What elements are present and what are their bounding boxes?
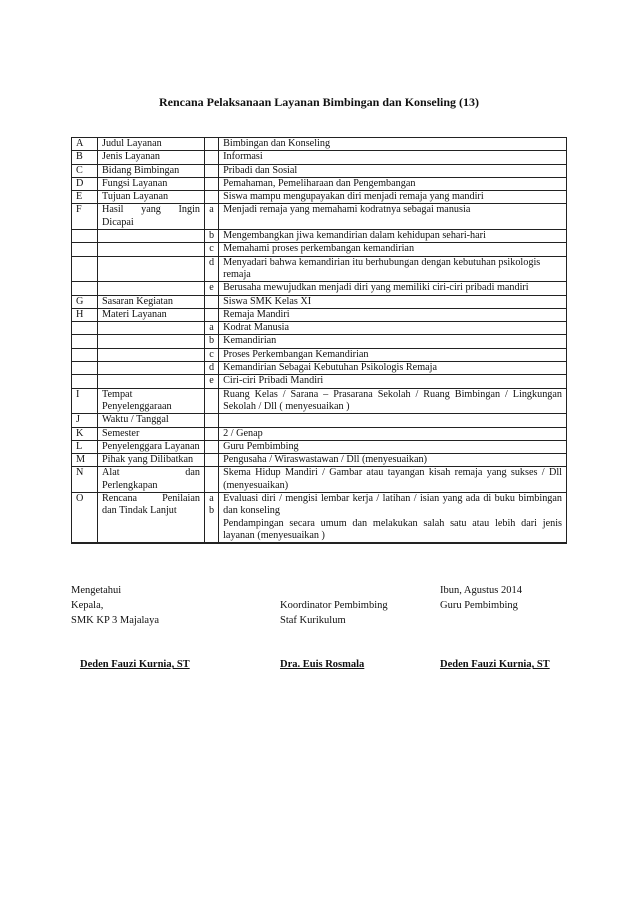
sub-letter: e (205, 282, 219, 295)
row-label: Bidang Bimbingan (98, 164, 205, 177)
table-row (72, 138, 567, 151)
row-code: D (72, 177, 98, 190)
row-code: G (72, 295, 98, 308)
table-row (72, 348, 567, 361)
row-value: Pendampingan secara umum dan melakukan salah satu atau lebih dari jenis layanan (menyesuaikan ) (223, 517, 562, 541)
table-row (72, 256, 567, 282)
row-value: Berusaha mewujudkan menjadi diri yang memiliki ciri-ciri pribadi mandiri (219, 282, 567, 295)
row-code: K (72, 427, 98, 440)
row-value: Memahami proses perkembangan kemandirian (219, 243, 567, 256)
row-label: Judul Layanan (98, 138, 205, 151)
table-row (72, 493, 567, 544)
row-value: Siswa SMK Kelas XI (219, 295, 567, 308)
signature-right: Ibun, Agustus 2014 Guru Pembimbing (440, 585, 522, 611)
table-row (72, 151, 567, 164)
table-row (72, 243, 567, 256)
table-row (72, 335, 567, 348)
row-label: Jenis Layanan (98, 151, 205, 164)
row-value: Mengembangkan jiwa kemandirian dalam kehidupan sehari-hari (219, 230, 567, 243)
document-title: Rencana Pelaksanaan Layanan Bimbingan dan Konseling (13) (158, 95, 480, 109)
row-code: A (72, 138, 98, 151)
sub-letter: c (205, 348, 219, 361)
table-row (72, 164, 567, 177)
row-label: Tempat Penyelenggaraan (98, 388, 205, 414)
table-row (72, 427, 567, 440)
table-row (72, 230, 567, 243)
row-code: F (72, 204, 98, 230)
table-row (72, 204, 567, 230)
row-value: Pengusaha / Wiraswastawan / Dll (menyesuaikan) (219, 454, 567, 467)
signatory-name-left: Deden Fauzi Kurnia, ST (80, 659, 190, 670)
table-row (72, 388, 567, 414)
signature-left: Mengetahui Kepala, SMK KP 3 Majalaya (71, 585, 159, 626)
row-label: Fungsi Layanan (98, 177, 205, 190)
row-value: Skema Hidup Mandiri / Gambar atau tayangan kisah remaja yang sukses / Dll (menyesuaikan) (219, 467, 567, 493)
row-value: Menjadi remaja yang memahami kodratnya sebagai manusia (219, 204, 567, 230)
row-value: Kodrat Manusia (219, 322, 567, 335)
sub-letter: a (205, 322, 219, 335)
row-value: Pribadi dan Sosial (219, 164, 567, 177)
sub-letter: e (205, 375, 219, 388)
row-value: Menyadari bahwa kemandirian itu berhubungan dengan kebutuhan psikologis remaja (219, 256, 567, 282)
row-label: Materi Layanan (98, 308, 205, 321)
row-value: Kemandirian Sebagai Kebutuhan Psikologis Remaja (219, 362, 567, 375)
table-row (72, 414, 567, 427)
row-value: Guru Pembimbing (219, 440, 567, 453)
sub-letter: c (205, 243, 219, 256)
plan-table (71, 137, 567, 544)
row-label: Sasaran Kegiatan (98, 295, 205, 308)
sub-letter: d (205, 256, 219, 282)
row-code: J (72, 414, 98, 427)
row-code: C (72, 164, 98, 177)
row-value: Evaluasi diri / mengisi lembar kerja / latihan / isian yang ada di buku bimbingan dan konseling (223, 493, 562, 517)
row-value: Pemahaman, Pemeliharaan dan Pengembangan (219, 177, 567, 190)
row-value: Bimbingan dan Konseling (219, 138, 567, 151)
row-label: Hasil yang Ingin Dicapai (98, 204, 205, 230)
row-value: Siswa mampu mengupayakan diri menjadi remaja yang mandiri (219, 191, 567, 204)
table-row (72, 467, 567, 493)
row-label: Pihak yang Dilibatkan (98, 454, 205, 467)
row-value: Kemandirian (219, 335, 567, 348)
sub-letter: b (205, 335, 219, 348)
row-code: L (72, 440, 98, 453)
row-label: Penyelenggara Layanan (98, 440, 205, 453)
row-value: 2 / Genap (219, 427, 567, 440)
sub-letter: b (205, 230, 219, 243)
sub-letter: a (209, 493, 214, 505)
row-code: M (72, 454, 98, 467)
table-row (72, 440, 567, 453)
table-row (72, 322, 567, 335)
row-value: Informasi (219, 151, 567, 164)
table-row (72, 375, 567, 388)
row-label: Alat dan Perlengkapan (98, 467, 205, 493)
table-row (72, 362, 567, 375)
table-row (72, 295, 567, 308)
row-label: Waktu / Tanggal (98, 414, 205, 427)
sub-letter: a (205, 204, 219, 230)
sub-letter: d (205, 362, 219, 375)
table-row (72, 308, 567, 321)
row-value: Proses Perkembangan Kemandirian (219, 348, 567, 361)
table-row (72, 454, 567, 467)
sub-letter: b (209, 505, 215, 517)
signature-middle: Koordinator Pembimbing Staf Kurikulum (280, 600, 388, 626)
table-row (72, 191, 567, 204)
signatory-name-middle: Dra. Euis Rosmala (280, 659, 365, 670)
table-row (72, 282, 567, 295)
row-label: Tujuan Layanan (98, 191, 205, 204)
table-row (72, 177, 567, 190)
row-code: H (72, 308, 98, 321)
signatory-name-right: Deden Fauzi Kurnia, ST (440, 659, 550, 670)
row-label: Rencana Penilaian dan Tindak Lanjut (98, 493, 205, 544)
row-value: Ruang Kelas / Sarana – Prasarana Sekolah / Ruang Bimbingan / Lingkungan Sekolah / Dll ( menyesuaikan ) (219, 388, 567, 414)
row-code: O (72, 493, 98, 544)
row-code: N (72, 467, 98, 493)
row-value: Ciri-ciri Pribadi Mandiri (219, 375, 567, 388)
row-label: Semester (98, 427, 205, 440)
row-value (219, 414, 567, 427)
row-code: B (72, 151, 98, 164)
row-code: I (72, 388, 98, 414)
row-value: Remaja Mandiri (219, 308, 567, 321)
row-code: E (72, 191, 98, 204)
